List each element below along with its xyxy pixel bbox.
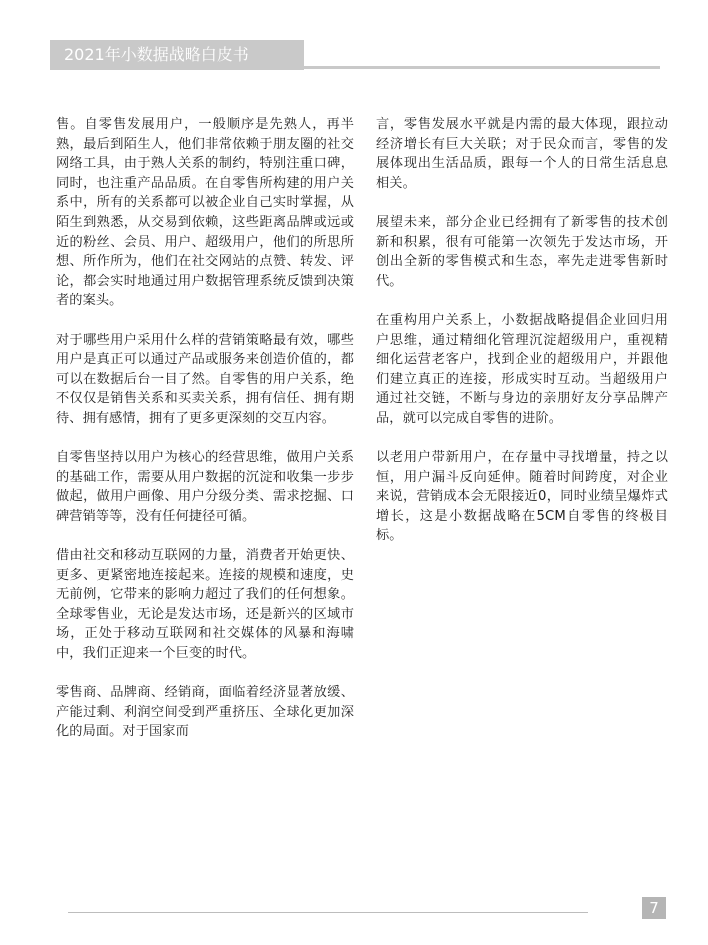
header-bar (50, 40, 660, 70)
footer-rule (68, 912, 588, 913)
paragraph: 言，零售发展水平就是内需的最大体现，跟拉动经济增长有巨大关联；对于民众而言，零售的发展体现出生活品质，跟每一个人的日常生活息息相关。 (376, 117, 668, 191)
right-column (376, 115, 668, 566)
left-column (56, 115, 354, 762)
header-rule (304, 66, 660, 69)
paragraph: 展望未来，部分企业已经拥有了新零售的技术创新和积累，很有可能第一次领先于发达市场，开创出全新的零售模式和生态，率先走进零售新时代。 (376, 214, 668, 289)
paragraph: 借由社交和移动互联网的力量，消费者开始更快、更多、更紧密地连接起来。连接的规模和速度，史无前例，它带来的影响力超过了我们的任何想象。全球零售业，无论是发达市场，还是新兴的区域市场，正处于移动互联网和社交媒体的风暴和海啸中，我们正迎来一个巨变的时代。 (56, 548, 354, 662)
paragraph: 售。自零售发展用户，一般顺序是先熟人，再半熟，最后到陌生人，他们非常依赖于朋友圈的社交网络工具，由于熟人关系的制约，特别注重口碑，同时，也注重产品品质。在自零售所构建的用户关系中，所有的关系都可以被企业自己实时掌握，从陌生到熟悉，从交易到依赖，这些距离品牌或远或近的粉丝、会员、用户、超级用户，他们的所思所想、所作所为，他们在社交网站的点赞、转发、评论，都会实时地通过用户数据管理系统反馈到决策者的案头。 (56, 117, 354, 309)
paragraph: 对于哪些用户采用什么样的营销策略最有效，哪些用户是真正可以通过产品或服务来创造价值的，都可以在数据后台一目了然。自零售的用户关系，绝不仅仅是销售关系和买卖关系，拥有信任、拥有期待、拥有感情，拥有了更多更深刻的交互内容。 (56, 332, 354, 426)
paragraph: 零售商、品牌商、经销商，面临着经济显著放缓、产能过剩、利润空间受到严重挤压、全球化更加深化的局面。对于国家而 (56, 685, 354, 740)
paragraph: 以老用户带新用户，在存量中寻找增量，持之以恒，用户漏斗反向延伸。随着时间跨度，对企业来说，营销成本会无限接近0，同时业绩呈爆炸式增长，这是小数据战略在5CM自零售的终极目标。 (376, 450, 668, 544)
document-title: 2021年小数据战略白皮书 (50, 40, 304, 70)
page-number: 7 (642, 897, 666, 919)
paragraph: 自零售坚持以用户为核心的经营思维，做用户关系的基础工作，需要从用户数据的沉淀和收集一步步做起，做用户画像、用户分级分类、需求挖掘、口碑营销等等，没有任何捷径可循。 (56, 450, 354, 524)
paragraph: 在重构用户关系上，小数据战略提倡企业回归用户思维，通过精细化管理沉淀超级用户，重视精细化运营老客户，找到企业的超级用户，并跟他们建立真正的连接，形成实时互动。当超级用户通过社交链，不断与身边的亲朋好友分享品牌产品，就可以完成自零售的进阶。 (376, 312, 668, 426)
